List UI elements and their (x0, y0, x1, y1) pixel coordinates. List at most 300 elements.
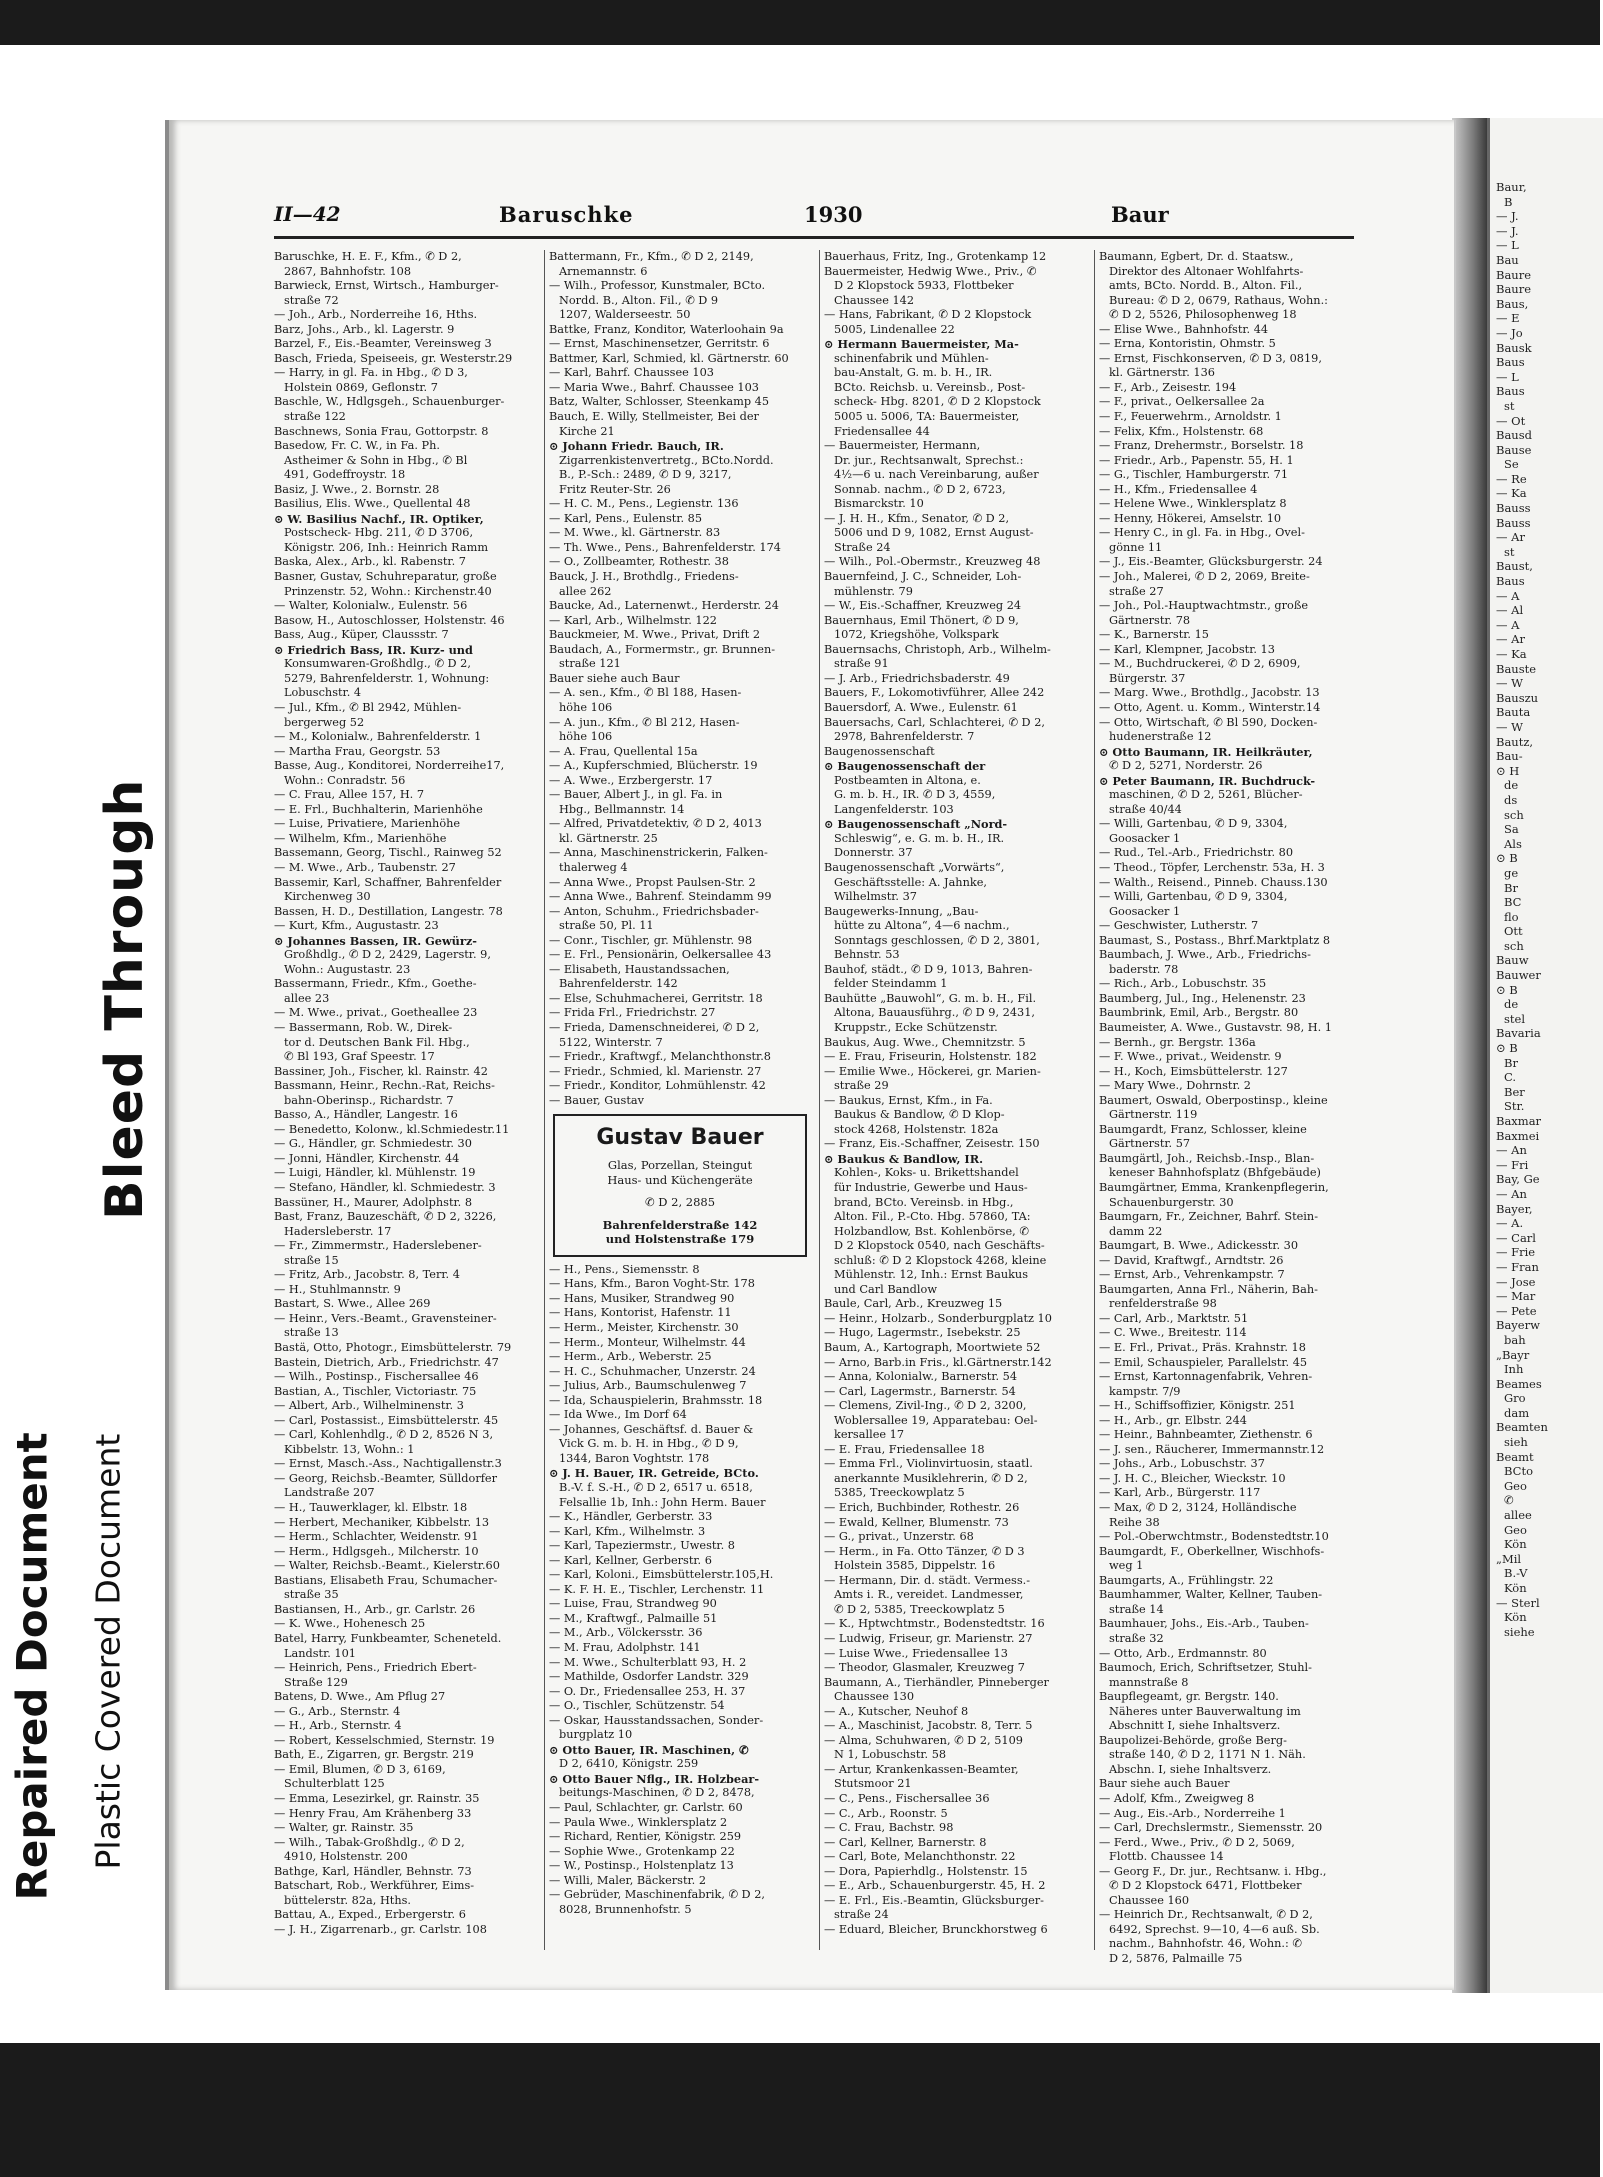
column-rule (819, 250, 820, 1950)
directory-entry-line: — Franz, Drehermstr., Borselstr. 18 (1099, 439, 1304, 453)
facing-page-line: Baus, (1496, 296, 1529, 311)
directory-entry-line: Landstr. 101 (284, 1646, 356, 1660)
directory-entry-line: Holzbandlow, Bst. Kohlenbörse, ✆ (834, 1224, 1029, 1238)
directory-entry-line: — Johannes, Geschäftsf. d. Bauer & (549, 1422, 754, 1436)
directory-entry-line: — Luigi, Händler, kl. Mühlenstr. 19 (274, 1166, 476, 1180)
directory-entry-line: — E. Frl., Buchhalterin, Marienhöhe (274, 802, 483, 816)
directory-entry-line: Baupflegeamt, gr. Bergstr. 140. (1099, 1690, 1279, 1704)
directory-entry-line: — Adolf, Kfm., Zweigweg 8 (1099, 1791, 1255, 1805)
directory-entry-line: — C. Frau, Bachstr. 98 (824, 1821, 954, 1835)
directory-entry-line: — Alfred, Privatdetektiv, ✆ D 2, 4013 (549, 817, 762, 831)
directory-entry-line: — K., Hptwchtmstr., Bodenstedtstr. 16 (824, 1617, 1045, 1631)
facing-page-line: BCto (1504, 1464, 1534, 1479)
directory-entry-line: beitungs-Maschinen, ✆ D 2, 8478, (559, 1786, 755, 1800)
directory-entry-line: Kohlen-, Koks- u. Brikettshandel (834, 1166, 1019, 1180)
facing-page-line: „Mil (1496, 1551, 1522, 1566)
directory-entry-line: — Hans, Kontorist, Hafenstr. 11 (549, 1306, 732, 1320)
directory-entry-line: straße 140, ✆ D 2, 1171 N 1. Näh. (1109, 1748, 1306, 1762)
facing-page-line: Bausd (1496, 428, 1532, 443)
directory-entry-line: Langenfelderstr. 103 (834, 802, 954, 816)
directory-entry-line: ⊙ Baukus & Bandlow, IR. (824, 1151, 984, 1166)
facing-page-line: Bauss (1496, 501, 1531, 516)
directory-entry-line: Goosacker 1 (1109, 904, 1181, 918)
facing-page-line: Se (1504, 457, 1519, 472)
directory-entry-line: — Friedr., Konditor, Lohmühlenstr. 42 (549, 1079, 766, 1093)
directory-entry-line: — Marg. Wwe., Brothdlg., Jacobstr. 13 (1099, 686, 1320, 700)
directory-entry-line: 8028, Brunnenhofstr. 5 (559, 1902, 692, 1916)
directory-entry-line: — E., Arb., Schauenburgerstr. 45, H. 2 (824, 1879, 1046, 1893)
directory-entry-line: — Else, Schuhmacherei, Gerritstr. 18 (549, 991, 763, 1005)
directory-entry-line: — Herm., Hdlgsgeh., Milcherstr. 10 (274, 1544, 479, 1558)
directory-entry-line: — Ernst, Arb., Vehrenkampstr. 7 (1099, 1268, 1285, 1282)
facing-page-line: ⊙ B (1496, 851, 1518, 866)
directory-entry-line: ⊙ Johann Friedr. Bauch, IR. (549, 439, 724, 454)
directory-entry-line: — Anna, Maschinenstrickerin, Falken- (549, 846, 768, 860)
facing-page-line: Kön (1504, 1581, 1527, 1595)
directory-entry-line: straße 35 (284, 1588, 339, 1602)
directory-entry-line: Baukus, Aug. Wwe., Chemnitzstr. 5 (824, 1035, 1026, 1049)
directory-entry-line: weg 1 (1109, 1559, 1144, 1573)
directory-entry-line: — Aug., Eis.-Arb., Norderreihe 1 (1099, 1806, 1286, 1820)
directory-entry-line: straße 72 (284, 293, 339, 307)
facing-page-line: Sa (1504, 822, 1519, 837)
directory-entry-line: keneser Bahnhofsplatz (Bhfgebäude) (1109, 1166, 1321, 1180)
facing-page-line: Ber (1504, 1084, 1525, 1099)
facing-page-line: „Bayr (1496, 1347, 1530, 1362)
directory-entry-line: Bastian, A., Tischler, Victoriastr. 75 (274, 1384, 477, 1398)
directory-entry-line: 5279, Bahrenfelderstr. 1, Wohnung: (284, 671, 490, 685)
directory-entry-line: 6492, Sprechst. 9—10, 4—6 auß. Sb. (1109, 1922, 1320, 1936)
directory-entry-line: — Joh., Malerei, ✆ D 2, 2069, Breite- (1099, 570, 1310, 584)
directory-entry-line: — Baukus, Ernst, Kfm., in Fa. (824, 1093, 993, 1107)
directory-entry-line: — O. Dr., Friedensallee 253, H. 37 (549, 1684, 746, 1698)
directory-entry-line: — Henny, Hökerei, Amselstr. 10 (1099, 511, 1282, 525)
directory-entry-line: Hbg., Bellmannstr. 14 (559, 802, 685, 816)
directory-entry-line: Bassmann, Heinr., Rechn.-Rat, Reichs- (274, 1079, 495, 1093)
directory-entry-line: Bauhof, städt., ✆ D 9, 1013, Bahren- (824, 962, 1033, 976)
directory-entry-line: Vick G. m. b. H. in Hbg., ✆ D 9, (559, 1437, 739, 1451)
directory-entry-line: — Elise Wwe., Bahnhofstr. 44 (1099, 322, 1269, 336)
directory-entry-line: — Oskar, Hausstandssachen, Sonder- (549, 1713, 764, 1727)
directory-entry-line: Straße 129 (284, 1675, 348, 1689)
directory-entry-line: Baumhauer, Johs., Eis.-Arb., Tauben- (1099, 1617, 1309, 1631)
directory-entry-line: Baugewerks-Innung, „Bau- (824, 904, 979, 918)
directory-entry-line: allee 23 (284, 991, 330, 1005)
directory-entry-line: — Friedr., Kraftwgf., Melanchthonstr.8 (549, 1050, 771, 1064)
page-number: II—42 (274, 202, 341, 226)
directory-entry-line: Bauernsachs, Christoph, Arb., Wilhelm- (824, 642, 1051, 656)
facing-page-line: — Fri (1496, 1157, 1529, 1172)
directory-entry-line: Chaussee 160 (1109, 1893, 1190, 1907)
directory-entry-line: — David, Kraftwgf., Arndtstr. 26 (1099, 1253, 1284, 1267)
facing-page-line: Geo (1504, 1478, 1527, 1493)
directory-entry-line: — E. Frl., Eis.-Beamtin, Glücksburger- (824, 1893, 1044, 1907)
directory-entry-line: — J. H., Zigarrenarb., gr. Carlstr. 108 (274, 1922, 487, 1936)
directory-entry-line: Basow, H., Autoschlosser, Holstenstr. 46 (274, 613, 505, 627)
directory-entry-line: — Artur, Krankenkassen-Beamter, (824, 1762, 1019, 1776)
directory-entry-line: Bastiansen, H., Arb., gr. Carlstr. 26 (274, 1602, 476, 1616)
directory-column-2 (549, 250, 813, 1950)
facing-page-line: Str. (1504, 1099, 1525, 1114)
directory-entry-line: — G., Arb., Sternstr. 4 (274, 1704, 401, 1718)
directory-entry-line: Baumbrink, Emil, Arb., Bergstr. 80 (1099, 1006, 1299, 1020)
bleed-through-label: Bleed Through (95, 778, 155, 1220)
directory-entry-line: — Walter, Reichsb.-Beamt., Kielerstr.60 (274, 1559, 500, 1573)
directory-entry-line: Bass, Aug., Küper, Claussstr. 7 (274, 628, 449, 642)
directory-entry-line: — Maria Wwe., Bahrf. Chaussee 103 (549, 380, 759, 394)
directory-entry-line: Bassermann, Friedr., Kfm., Goethe- (274, 977, 477, 991)
directory-entry-line: stock 4268, Holstenstr. 182a (834, 1122, 999, 1136)
directory-entry-line: Baumgart, B. Wwe., Adickesstr. 30 (1099, 1239, 1299, 1253)
directory-entry-line: Bauersachs, Carl, Schlachterei, ✆ D 2, (824, 715, 1045, 729)
directory-entry-line: — W., Postinsp., Holstenplatz 13 (549, 1859, 734, 1873)
facing-page-line: — L (1496, 369, 1519, 384)
directory-entry-line: Gärtnerstr. 78 (1109, 613, 1191, 627)
directory-entry-line: 4910, Holstenstr. 200 (284, 1850, 408, 1864)
facing-page-line: st (1504, 544, 1515, 559)
scanner-background-bottom (0, 2043, 1600, 2177)
plastic-covered-document-label: Plastic Covered Document (88, 1433, 128, 1870)
directory-entry-line: — Theodor, Glasmaler, Kreuzweg 7 (824, 1661, 1025, 1675)
directory-entry-line: Abschnitt I, siehe Inhaltsverz. (1109, 1719, 1281, 1733)
facing-page-line: — Pete (1496, 1303, 1537, 1318)
directory-entry-line: straße 24 (834, 1908, 889, 1922)
directory-entry-line: Basso, A., Händler, Langestr. 16 (274, 1108, 458, 1122)
directory-entry-line: Donnerstr. 37 (834, 846, 913, 860)
directory-entry-line: höhe 106 (559, 730, 613, 744)
directory-entry-line: — Franz, Eis.-Schaffner, Zeisestr. 150 (824, 1137, 1040, 1151)
facing-page-line: — Ar (1496, 632, 1525, 647)
facing-page-line: ⊙ B (1496, 982, 1518, 997)
column-2-top (549, 250, 813, 1108)
directory-entry-line: Bauersdorf, A. Wwe., Eulenstr. 61 (824, 700, 1018, 714)
directory-entry-line: Goosacker 1 (1109, 831, 1181, 845)
facing-page-line: — E (1496, 311, 1520, 326)
directory-entry-line: Zigarrenkistenvertretg., BCto.Nordd. (559, 453, 774, 467)
directory-entry-line: Baumgarten, Anna Frl., Näherin, Bah- (1099, 1282, 1318, 1296)
directory-entry-line: D 2, 6410, Königstr. 259 (559, 1757, 699, 1771)
directory-entry-line: scheck- Hbg. 8201, ✆ D 2 Klopstock (834, 395, 1041, 409)
directory-entry-line: Wohn.: Conradstr. 56 (284, 773, 406, 787)
directory-column-3 (824, 250, 1088, 1950)
directory-entry-line: Bauermeister, Hedwig Wwe., Priv., ✆ (824, 264, 1037, 278)
directory-entry-line: — Herm., Meister, Kirchenstr. 30 (549, 1320, 739, 1334)
directory-entry-line: Batel, Harry, Funkbeamter, Scheneteld. (274, 1631, 502, 1645)
directory-entry-line: kampstr. 7/9 (1109, 1384, 1181, 1398)
directory-entry-line: thalerweg 4 (559, 860, 628, 874)
directory-entry-line: amts, BCto. Nordd. B., Alton. Fil., (1109, 279, 1303, 293)
directory-entry-line: Fritz Reuter-Str. 26 (559, 482, 671, 496)
directory-entry-line: — Georg F., Dr. jur., Rechtsanw. i. Hbg., (1099, 1864, 1327, 1878)
directory-entry-line: — G., privat., Unzerstr. 68 (824, 1530, 974, 1544)
facing-page-line: Baure (1496, 282, 1532, 297)
directory-entry-line: — Wilh., Pol.-Obermstr., Kreuzweg 48 (824, 555, 1041, 569)
directory-entry-line: — A. sen., Kfm., ✆ Bl 188, Hasen- (549, 686, 742, 700)
directory-entry-line: 5006 und D 9, 1082, Ernst August- (834, 526, 1034, 540)
directory-entry-line: 1072, Kriegshöhe, Volkspark (834, 628, 999, 642)
directory-entry-line: D 2, 5876, Palmaille 75 (1109, 1951, 1243, 1965)
facing-page-line: allee (1504, 1508, 1532, 1523)
directory-entry-line: Baudach, A., Formermstr., gr. Brunnen- (549, 642, 776, 656)
directory-entry-line: — Carl, Kohlenhdlg., ✆ D 2, 8526 N 3, (274, 1428, 494, 1442)
directory-entry-line: baderstr. 78 (1109, 962, 1179, 976)
directory-entry-line: — Karl, Pens., Eulenstr. 85 (549, 511, 703, 525)
directory-entry-line: — Carl, Drechslermstr., Siemensstr. 20 (1099, 1821, 1323, 1835)
directory-entry-line: — Ida, Schauspielerin, Brahmsstr. 18 (549, 1393, 763, 1407)
directory-entry-line: Kruppstr., Ecke Schützenstr. (834, 1020, 998, 1034)
directory-entry-line: — Ernst, Maschinensetzer, Gerritstr. 6 (549, 337, 770, 351)
directory-entry-line: Postscheck- Hbg. 211, ✆ D 3706, (284, 526, 474, 540)
ad-title: Gustav Bauer (596, 1125, 764, 1151)
ad-address-1: Bahrenfelderstraße 142 (602, 1217, 758, 1232)
directory-entry-line: — M., Arb., Völckersstr. 36 (549, 1626, 703, 1640)
directory-entry-line: Baum, A., Kartograph, Moortwiete 52 (824, 1341, 1041, 1355)
directory-entry-line: Bauch, E. Willy, Stellmeister, Bei der (549, 410, 759, 424)
directory-entry-line: nachm., Bahnhofstr. 46, Wohn.: ✆ (1109, 1937, 1302, 1951)
directory-entry-line: — Carl, Lagermstr., Barnerstr. 54 (824, 1384, 1016, 1398)
directory-entry-line: Baule, Carl, Arb., Kreuzweg 15 (824, 1297, 1003, 1311)
directory-column-1 (274, 250, 538, 1950)
directory-entry-line: — Willi, Maler, Bäckerstr. 2 (549, 1873, 707, 1887)
facing-page-line: Geo (1504, 1522, 1527, 1537)
directory-entry-line: Felsallie 1b, Inh.: John Herm. Bauer (559, 1495, 766, 1509)
directory-entry-line: — E. Frl., Pensionärin, Oelkersallee 43 (549, 948, 772, 962)
directory-entry-line: Batens, D. Wwe., Am Pflug 27 (274, 1690, 446, 1704)
directory-entry-line: — Herm., Monteur, Wilhelmstr. 44 (549, 1335, 746, 1349)
directory-entry-line: — A. Wwe., Erzbergerstr. 17 (549, 773, 713, 787)
directory-entry-line: — Walth., Reisend., Pinneb. Chauss.130 (1099, 875, 1328, 889)
directory-entry-line: — H., Arb., Sternstr. 4 (274, 1719, 402, 1733)
directory-entry-line: Schulterblatt 125 (284, 1777, 385, 1791)
directory-entry-line: — Anton, Schuhm., Friedrichsbader- (549, 904, 759, 918)
facing-page-line: sieh (1504, 1435, 1528, 1450)
directory-entry-line: Baucke, Ad., Laternenwt., Herderstr. 24 (549, 599, 779, 613)
directory-entry-line: mühlenstr. 79 (834, 584, 913, 598)
directory-entry-line: 5385, Treeckowplatz 5 (834, 1486, 965, 1500)
facing-page-line: Bauszu (1496, 690, 1539, 705)
directory-entry-line: Alton. Fil., P.-Cto. Hbg. 57860, TA: (834, 1210, 1031, 1224)
facing-page-line: Bausk (1496, 340, 1532, 355)
directory-entry-line: Baumoch, Erich, Schriftsetzer, Stuhl- (1099, 1661, 1312, 1675)
directory-entry-line: — Eduard, Bleicher, Brunckhorstweg 6 (824, 1922, 1048, 1936)
directory-entry-line: Bauernhaus, Emil Thönert, ✆ D 9, (824, 613, 1019, 627)
directory-entry-line: Bassemann, Georg, Tischl., Rainweg 52 (274, 846, 502, 860)
directory-entry-line: Wohn.: Augustastr. 23 (284, 962, 411, 976)
facing-page-line: — Ka (1496, 647, 1527, 661)
directory-entry-line: — Herm., in Fa. Otto Tänzer, ✆ D 3 (824, 1544, 1025, 1558)
directory-entry-line: — Karl, Tapeziermstr., Uwestr. 8 (549, 1539, 735, 1553)
directory-entry-line: — H., Stuhlmannstr. 9 (274, 1282, 401, 1296)
directory-entry-line: — Felix, Kfm., Holstenstr. 68 (1099, 424, 1264, 438)
directory-entry-line: Lobuschstr. 4 (284, 686, 362, 700)
facing-page-line: Baxmei (1496, 1128, 1540, 1143)
facing-page-line: Beames (1496, 1376, 1542, 1391)
directory-entry-line: 1207, Walderseestr. 50 (559, 308, 691, 322)
directory-entry-line: — H., Pens., Siemensstr. 8 (549, 1262, 700, 1276)
directory-entry-line: — Bernh., gr. Bergstr. 136a (1099, 1035, 1256, 1049)
directory-entry-line: — J. sen., Räucherer, Immermannstr.12 (1099, 1442, 1325, 1456)
directory-entry-line: — Friedr., Schmied, kl. Marienstr. 27 (549, 1064, 762, 1078)
directory-entry-line: Basse, Aug., Konditorei, Norderreihe17, (274, 759, 505, 773)
repaired-document-label: Repaired Document (7, 1432, 57, 1901)
directory-entry-line: — Alma, Schuhwaren, ✆ D 2, 5109 (824, 1733, 1023, 1747)
directory-entry-line: — Harry, in gl. Fa. in Hbg., ✆ D 3, (274, 366, 468, 380)
directory-entry-line: Battmer, Karl, Schmied, kl. Gärtnerstr. 60 (549, 351, 789, 365)
directory-entry-line: 2978, Bahrenfelderstr. 7 (834, 730, 975, 744)
ad-phone: ✆ D 2, 2885 (644, 1195, 716, 1210)
directory-entry-line: — Heinr., Vers.-Beamt., Gravensteiner- (274, 1311, 497, 1325)
facing-page-line: Gro (1504, 1391, 1526, 1406)
column-rule (1094, 250, 1095, 1950)
directory-entry-line: ✆ Bl 193, Graf Speestr. 17 (284, 1050, 435, 1064)
directory-entry-line: Behnstr. 53 (834, 948, 900, 962)
directory-entry-line: — Carl, Arb., Marktstr. 51 (1099, 1311, 1249, 1325)
facing-page-line: sch (1504, 938, 1524, 953)
directory-entry-line: ⊙ Otto Bauer, IR. Maschinen, ✆ (549, 1742, 749, 1757)
directory-entry-line: maschinen, ✆ D 2, 5261, Blücher- (1109, 788, 1303, 802)
directory-entry-line: Barzel, F., Eis.-Beamter, Vereinsweg 3 (274, 337, 492, 351)
column-2-bottom (549, 1263, 813, 1918)
directory-entry-line: — F., privat., Oelkersallee 2a (1099, 395, 1265, 409)
directory-entry-line: — Kurt, Kfm., Augustastr. 23 (274, 919, 439, 933)
directory-entry-line: — Karl, Kfm., Wilhelmstr. 3 (549, 1524, 706, 1538)
directory-entry-line: — J. Arb., Friedrichsbaderstr. 49 (824, 671, 1010, 685)
directory-entry-line: — Conr., Tischler, gr. Mühlenstr. 98 (549, 933, 753, 947)
directory-entry-line: straße 14 (1109, 1602, 1164, 1616)
directory-entry-line: — Jul., Kfm., ✆ Bl 2942, Mühlen- (274, 700, 462, 714)
facing-page-line: — Ot (1496, 413, 1526, 428)
directory-entry-line: Basilius, Elis. Wwe., Quellental 48 (274, 497, 471, 511)
directory-entry-line: — Arno, Barb.in Fris., kl.Gärtnerstr.142 (824, 1355, 1052, 1369)
facing-page-line: dam (1504, 1405, 1530, 1420)
directory-entry-line: Bathge, Karl, Händler, Behnstr. 73 (274, 1864, 472, 1878)
directory-entry-line: — Clemens, Zivil-Ing., ✆ D 2, 3200, (824, 1399, 1027, 1413)
directory-entry-line: Bauhütte „Bauwohl“, G. m. b. H., Fil. (824, 991, 1037, 1005)
directory-entry-line: Konsumwaren-Großhdlg., ✆ D 2, (284, 657, 471, 671)
directory-entry-line: Königstr. 206, Inh.: Heinrich Ramm (284, 540, 489, 554)
directory-entry-line: Baumbach, J. Wwe., Arb., Friedrichs- (1099, 948, 1311, 962)
directory-entry-line: — Emilie Wwe., Höckerei, gr. Marien- (824, 1064, 1041, 1078)
directory-entry-line: Gärtnerstr. 119 (1109, 1108, 1198, 1122)
directory-entry-line: Astheimer & Sohn in Hbg., ✆ Bl (284, 453, 468, 467)
directory-entry-line: — Willi, Gartenbau, ✆ D 9, 3304, (1099, 817, 1288, 831)
directory-entry-line: — Hans, Kfm., Baron Voght-Str. 178 (549, 1277, 755, 1291)
directory-entry-line: Postbeamten in Altona, e. (834, 773, 981, 787)
directory-entry-line: — Frida Frl., Friedrichstr. 27 (549, 1006, 716, 1020)
facing-page-line: — J. (1496, 209, 1519, 224)
facing-page-line: Baus (1496, 355, 1525, 370)
directory-entry-line: — Hermann, Dir. d. städt. Vermess.- (824, 1573, 1031, 1587)
facing-page-line: Br (1504, 880, 1518, 895)
directory-entry-line: — Richard, Rentier, Königstr. 259 (549, 1830, 742, 1844)
directory-entry-line: — M., Kraftwgf., Palmaille 51 (549, 1611, 718, 1625)
directory-entry-line: — H., Schiffsoffizier, Königstr. 251 (1099, 1399, 1296, 1413)
directory-entry-line: — Sophie Wwe., Grotenkamp 22 (549, 1844, 735, 1858)
facing-page-line: Baus (1496, 574, 1525, 589)
directory-entry-line: — Emma, Lesezirkel, gr. Rainstr. 35 (274, 1791, 480, 1805)
directory-entry-line: — Heinrich, Pens., Friedrich Ebert- (274, 1661, 477, 1675)
directory-entry-line: — H., Arb., gr. Elbstr. 244 (1099, 1413, 1247, 1427)
directory-entry-line: Baumgardt, Franz, Schlosser, kleine (1099, 1122, 1307, 1136)
facing-page-line: st (1504, 398, 1515, 413)
directory-entry-line: G. m. b. H., IR. ✆ D 3, 4559, (834, 788, 996, 802)
directory-entry-line: Baumgarts, A., Frühlingstr. 22 (1099, 1573, 1274, 1587)
directory-entry-line: — Julius, Arb., Baumschulenweg 7 (549, 1379, 747, 1393)
directory-entry-line: Bast, Franz, Bauzeschäft, ✆ D 2, 3226, (274, 1210, 497, 1224)
directory-entry-line: Basedow, Fr. C. W., in Fa. Ph. (274, 439, 441, 453)
directory-entry-line: — Bauermeister, Hermann, (824, 439, 981, 453)
facing-page-line: Bause (1496, 442, 1532, 457)
facing-page-line: — Carl (1496, 1230, 1536, 1245)
facing-page-line: — Fran (1496, 1259, 1539, 1274)
facing-page-line: Kön (1504, 1610, 1527, 1625)
facing-page-line: Bautz, (1496, 734, 1534, 749)
directory-entry-line: Baur siehe auch Bauer (1099, 1777, 1230, 1791)
directory-entry-line: — Walter, gr. Rainstr. 35 (274, 1821, 414, 1835)
ad-line-2: Haus- und Küchengeräte (607, 1172, 753, 1187)
directory-entry-line: Altona, Bauausführg., ✆ D 9, 2431, (834, 1006, 1035, 1020)
directory-entry-line: — E. Frl., Privat., Präs. Krahnstr. 18 (1099, 1341, 1306, 1355)
directory-entry-line: für Industrie, Gewerbe und Haus- (834, 1181, 1028, 1194)
directory-entry-line: ⊙ Peter Baumann, IR. Buchdruck- (1099, 773, 1316, 788)
directory-entry-line: — Otto, Wirtschaft, ✆ Bl 590, Docken- (1099, 715, 1318, 729)
directory-entry-line: — M. Wwe., Schulterblatt 93, H. 2 (549, 1655, 747, 1669)
directory-entry-line: — Carl, Bote, Melanchthonstr. 22 (824, 1850, 1016, 1864)
facing-page-line: B (1504, 194, 1513, 209)
directory-entry-line: 5122, Winterstr. 7 (559, 1035, 663, 1049)
directory-entry-line: — Wilh., Professor, Kunstmaler, BCto. (549, 279, 766, 293)
directory-entry-line: ⊙ Baugenossenschaft der (824, 759, 986, 774)
facing-page-line: Kön (1504, 1537, 1527, 1552)
directory-entry-line: — Albert, Arb., Wilhelminenstr. 3 (274, 1399, 464, 1413)
directory-entry-line: — Benedetto, Kolonw., kl.Schmiedestr.11 (274, 1122, 510, 1136)
directory-entry-line: — Otto, Arb., Erdmannstr. 80 (1099, 1646, 1267, 1660)
directory-entry-line: — Martha Frau, Georgstr. 53 (274, 744, 441, 758)
facing-page-line: ds (1504, 792, 1518, 807)
directory-entry-line: — Ernst, Fischkonserven, ✆ D 3, 0819, (1099, 351, 1322, 365)
facing-page-line: — Frie (1496, 1245, 1536, 1260)
directory-entry-line: Bauers, F., Lokomotivführer, Allee 242 (824, 686, 1045, 700)
directory-entry-line: — Th. Wwe., Pens., Bahrenfelderstr. 174 (549, 540, 781, 554)
directory-entry-line: Gärtnerstr. 57 (1109, 1137, 1191, 1151)
directory-entry-line: Baumert, Oswald, Oberpostinsp., kleine (1099, 1093, 1328, 1107)
ad-address-2: und Holstenstraße 179 (605, 1232, 755, 1247)
directory-entry-line: allee 262 (559, 584, 612, 598)
directory-entry-line: — Hans, Musiker, Strandweg 90 (549, 1291, 735, 1305)
directory-entry-line: Holstein 0869, Geflonstr. 7 (284, 380, 438, 394)
directory-entry-line: ⊙ Hermann Bauermeister, Ma- (824, 337, 1019, 352)
directory-entry-line: Bassiner, Joh., Fischer, kl. Rainstr. 42 (274, 1064, 488, 1078)
directory-entry-line: renfelderstraße 98 (1109, 1297, 1217, 1311)
directory-entry-line: — Willi, Gartenbau, ✆ D 9, 3304, (1099, 890, 1288, 904)
directory-entry-line: Baumann, Egbert, Dr. d. Staatsw., (1099, 250, 1294, 263)
directory-entry-line: — Emil, Blumen, ✆ D 3, 6169, (274, 1762, 446, 1776)
directory-entry-line: Baumhammer, Walter, Kellner, Tauben- (1099, 1588, 1323, 1602)
directory-entry-line: bahn-Oberinsp., Richardstr. 7 (284, 1093, 454, 1107)
directory-entry-line: Prinzenstr. 52, Wohn.: Kirchenstr.40 (284, 584, 492, 598)
directory-entry-line: ✆ D 2, 5385, Treeckowplatz 5 (834, 1602, 1005, 1616)
directory-entry-line: Woblersallee 19, Apparatebau: Oel- (834, 1413, 1038, 1427)
directory-entry-line: Basner, Gustav, Schuhreparatur, große (274, 570, 497, 584)
directory-entry-line: Bauckmeier, M. Wwe., Privat, Drift 2 (549, 628, 761, 642)
directory-entry-line: kl. Gärtnerstr. 25 (559, 831, 658, 845)
directory-entry-line: schinenfabrik und Mühlen- (834, 351, 989, 365)
directory-entry-line: — Rich., Arb., Lobuschstr. 35 (1099, 977, 1267, 991)
facing-page-line: Baust, (1496, 559, 1533, 574)
directory-entry-line: — Erich, Buchbinder, Rothestr. 26 (824, 1501, 1020, 1515)
directory-entry-line: Schleswig“, e. G. m. b. H., IR. (834, 831, 1005, 845)
facing-page-line: — Mar (1496, 1289, 1536, 1304)
